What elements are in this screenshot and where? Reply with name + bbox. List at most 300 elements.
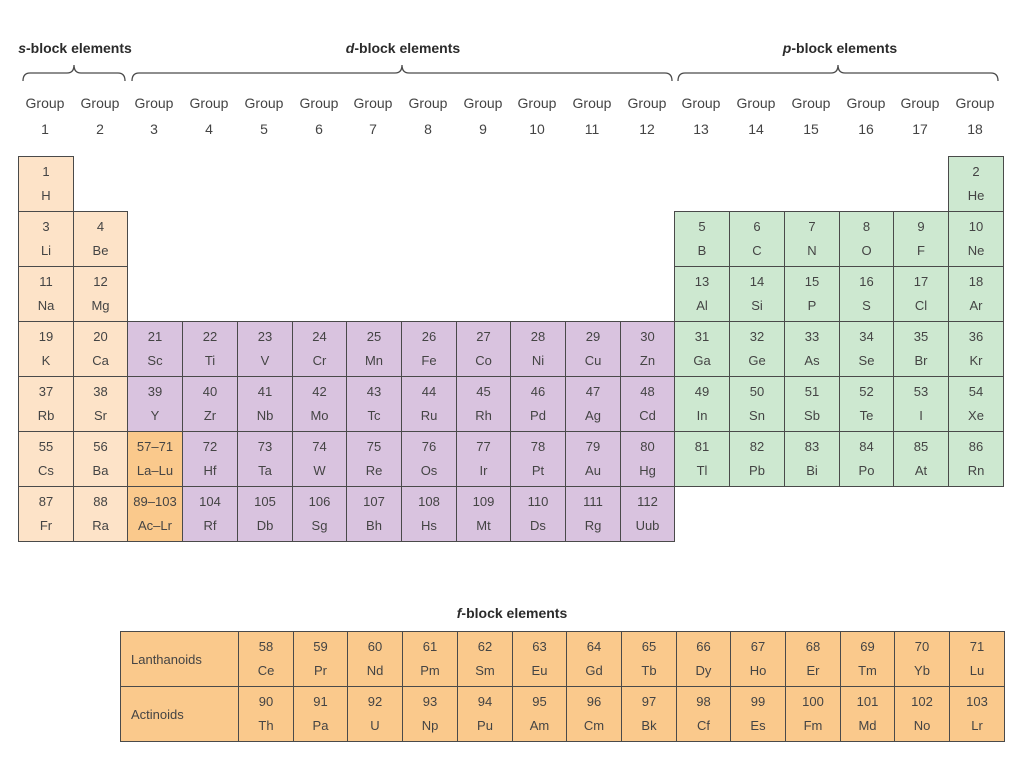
element-cell-hf: [182, 431, 238, 487]
element-cell-cf: [676, 686, 731, 742]
element-cell-te: [839, 376, 894, 432]
atomic-number: 61: [422, 639, 438, 654]
atomic-number: 54: [968, 384, 984, 399]
group-number: 1: [41, 121, 49, 137]
element-symbol: He: [967, 188, 985, 203]
element-symbol: Dy: [695, 663, 712, 678]
atomic-number: 77: [476, 439, 491, 454]
group-word: Group: [627, 95, 667, 111]
group-word: Group: [736, 95, 776, 111]
element-symbol: Th: [258, 718, 274, 733]
atomic-number: 90: [258, 694, 274, 709]
atomic-number: 23: [257, 329, 273, 344]
element-symbol: W: [313, 463, 326, 478]
element-cell-sm: [457, 631, 513, 687]
element-symbol: V: [260, 353, 270, 368]
atomic-number: 17: [913, 274, 929, 289]
atomic-number: 5: [698, 219, 706, 234]
group-word: Group: [25, 95, 65, 111]
element-symbol: Te: [859, 408, 874, 423]
element-cell-i: [893, 376, 949, 432]
element-cell-se: [839, 321, 894, 377]
atomic-number: 102: [911, 694, 933, 709]
element-cell-mg: [73, 266, 128, 322]
atomic-number: 101: [856, 694, 879, 709]
element-cell-gd: [566, 631, 622, 687]
atomic-number: 52: [859, 384, 874, 399]
s-block-brace: [22, 64, 126, 82]
element-symbol: Xe: [968, 408, 984, 423]
atomic-number: 49: [694, 384, 710, 399]
atomic-number: 2: [972, 164, 980, 179]
atomic-number: 99: [750, 694, 766, 709]
atomic-number: 69: [860, 639, 875, 654]
atomic-number: 76: [421, 439, 437, 454]
group-number: 17: [912, 121, 928, 137]
element-symbol: N: [807, 243, 817, 258]
element-symbol: Ce: [257, 663, 275, 678]
element-cell-np: [402, 686, 458, 742]
group-header-13: [674, 90, 728, 142]
group-word: Group: [299, 95, 339, 111]
element-symbol: Sg: [311, 518, 328, 533]
atomic-number: 38: [93, 384, 108, 399]
element-cell-ne: [948, 211, 1004, 267]
element-symbol: F: [917, 243, 925, 258]
atomic-number: 36: [968, 329, 984, 344]
group-word: Group: [846, 95, 886, 111]
element-symbol: Na: [37, 298, 55, 313]
atomic-number: 92: [367, 694, 383, 709]
group-header-10: [510, 90, 564, 142]
element-cell-b: [674, 211, 730, 267]
atomic-number: 33: [804, 329, 820, 344]
atomic-number: 111: [583, 494, 603, 509]
element-cell-mo: [292, 376, 347, 432]
group-word: Group: [681, 95, 721, 111]
element-cell-pr: [293, 631, 348, 687]
group-number: 11: [584, 121, 600, 137]
group-number: 13: [693, 121, 709, 137]
group-number: 2: [96, 121, 104, 137]
group-word: Group: [189, 95, 229, 111]
element-cell-dy: [676, 631, 731, 687]
element-symbol: Al: [696, 298, 708, 313]
atomic-number: 78: [530, 439, 546, 454]
group-number: 16: [858, 121, 874, 137]
group-header-2: [73, 90, 127, 142]
element-cell-rf: [182, 486, 238, 542]
element-symbol: Co: [475, 353, 492, 368]
element-symbol: Rh: [475, 408, 492, 423]
element-cell-nb: [237, 376, 293, 432]
element-symbol: Ga: [693, 353, 711, 368]
atomic-number: 32: [749, 329, 765, 344]
element-symbol: Se: [858, 353, 875, 368]
element-symbol: H: [41, 188, 51, 203]
element-symbol: Ho: [749, 663, 767, 678]
element-cell-n: [784, 211, 840, 267]
element-symbol: Os: [420, 463, 438, 478]
atomic-number: 42: [312, 384, 327, 399]
element-cell-at: [893, 431, 949, 487]
p-block-title: p-block elements: [782, 40, 898, 56]
atomic-number: 81: [694, 439, 710, 454]
atomic-number: 15: [804, 274, 820, 289]
element-cell-ni: [510, 321, 566, 377]
atomic-number: 12: [93, 274, 108, 289]
element-cell-zn: [620, 321, 675, 377]
d-block-brace: [131, 64, 673, 82]
atomic-number: 1: [42, 164, 50, 179]
atomic-number: 112: [637, 494, 658, 509]
group-header-6: [292, 90, 346, 142]
atomic-number: 64: [586, 639, 602, 654]
atomic-number: 24: [312, 329, 327, 344]
atomic-number: 40: [202, 384, 218, 399]
element-cell-hg: [620, 431, 675, 487]
element-cell-sn: [729, 376, 785, 432]
atomic-number: 19: [38, 329, 54, 344]
element-symbol: Po: [858, 463, 875, 478]
atomic-number: 75: [366, 439, 382, 454]
atomic-number: 14: [749, 274, 765, 289]
element-cell-ce: [238, 631, 294, 687]
element-cell-si: [729, 266, 785, 322]
atomic-number: 35: [913, 329, 929, 344]
element-cell-co: [456, 321, 511, 377]
atomic-number: 110: [527, 494, 549, 509]
group-word: Group: [517, 95, 557, 111]
atomic-number: 88: [93, 494, 108, 509]
element-symbol: Cd: [639, 408, 656, 423]
element-cell-fe: [401, 321, 457, 377]
element-cell-no: [894, 686, 950, 742]
element-cell-s: [839, 266, 894, 322]
element-symbol: Mg: [91, 298, 110, 313]
element-cell-ru: [401, 376, 457, 432]
element-cell-pu: [457, 686, 513, 742]
element-symbol: Db: [256, 518, 274, 533]
atomic-number: 94: [477, 694, 493, 709]
element-symbol: Cm: [583, 718, 605, 733]
atomic-number: 66: [696, 639, 711, 654]
element-cell-be: [73, 211, 128, 267]
atomic-number: 8: [862, 219, 871, 234]
atomic-number: 79: [585, 439, 601, 454]
element-symbol: Cs: [38, 463, 54, 478]
element-symbol: As: [804, 353, 820, 368]
element-symbol: Lu: [969, 663, 985, 678]
element-symbol: Bk: [641, 718, 657, 733]
element-symbol: Rn: [967, 463, 985, 478]
atomic-number: 80: [640, 439, 655, 454]
element-symbol: Re: [365, 463, 383, 478]
group-word: Group: [134, 95, 174, 111]
element-cell-c: [729, 211, 785, 267]
element-symbol: Tl: [696, 463, 708, 478]
atomic-number: 105: [254, 494, 276, 509]
element-cell-as: [784, 321, 840, 377]
atomic-number: 73: [257, 439, 273, 454]
element-cell-rn: [948, 431, 1004, 487]
element-symbol: Hs: [421, 518, 437, 533]
element-cell-fm: [785, 686, 841, 742]
atomic-number: 67: [750, 639, 766, 654]
group-number: 7: [369, 121, 377, 137]
element-symbol: C: [752, 243, 762, 258]
element-cell-mt: [456, 486, 511, 542]
atomic-number: 97: [641, 694, 657, 709]
element-cell-tc: [346, 376, 402, 432]
group-number: 12: [639, 121, 655, 137]
atomic-number: 45: [476, 384, 491, 399]
element-cell-tm: [840, 631, 895, 687]
atomic-number: 82: [749, 439, 765, 454]
element-cell-f: [893, 211, 949, 267]
series-label-actinoids: Actinoids: [120, 686, 239, 742]
element-cell-ge: [729, 321, 785, 377]
atomic-number: 31: [694, 329, 710, 344]
group-number: 8: [424, 121, 432, 137]
element-cell-nd: [347, 631, 403, 687]
element-cell-ac–lr: [127, 486, 183, 542]
atomic-number: 85: [913, 439, 929, 454]
group-number: 10: [529, 121, 545, 137]
atomic-number: 39: [147, 384, 163, 399]
element-symbol: Ac–Lr: [138, 518, 172, 533]
atomic-number: 70: [914, 639, 930, 654]
atomic-number: 91: [313, 694, 328, 709]
element-cell-ds: [510, 486, 566, 542]
atomic-number: 56: [93, 439, 108, 454]
element-symbol: Mn: [364, 353, 384, 368]
element-symbol: Br: [914, 353, 928, 368]
element-cell-er: [785, 631, 841, 687]
group-header-15: [784, 90, 838, 142]
atomic-number: 89–103: [133, 494, 177, 509]
atomic-number: 93: [422, 694, 438, 709]
series-label-lanthanoids: Lanthanoids: [120, 631, 239, 687]
atomic-number: 9: [917, 219, 925, 234]
element-symbol: Pb: [749, 463, 765, 478]
element-symbol: Pm: [420, 663, 440, 678]
atomic-number: 22: [202, 329, 218, 344]
element-cell-ba: [73, 431, 128, 487]
s-block-title: s-block elements: [18, 40, 132, 56]
element-cell-bh: [346, 486, 402, 542]
element-cell-ag: [565, 376, 621, 432]
element-symbol: P: [807, 298, 817, 313]
atomic-number: 30: [640, 329, 655, 344]
group-header-16: [839, 90, 893, 142]
element-symbol: Am: [529, 718, 550, 733]
element-cell-hs: [401, 486, 457, 542]
group-word: Group: [955, 95, 995, 111]
atomic-number: 87: [38, 494, 54, 509]
element-symbol: Fr: [39, 518, 53, 533]
atomic-number: 29: [585, 329, 601, 344]
element-symbol: Md: [858, 718, 877, 733]
element-cell-na: [18, 266, 74, 322]
element-symbol: Sn: [749, 408, 765, 423]
atomic-number: 108: [418, 494, 440, 509]
atomic-number: 46: [530, 384, 546, 399]
element-cell-k: [18, 321, 74, 377]
group-header-1: [18, 90, 72, 142]
element-cell-in: [674, 376, 730, 432]
element-symbol: Sb: [804, 408, 820, 423]
element-cell-pm: [402, 631, 458, 687]
atomic-number: 48: [640, 384, 655, 399]
group-header-11: [565, 90, 619, 142]
group-word: Group: [463, 95, 503, 111]
element-symbol: U: [370, 718, 380, 733]
element-cell-cr: [292, 321, 347, 377]
element-symbol: Li: [40, 243, 52, 258]
atomic-number: 16: [859, 274, 874, 289]
atomic-number: 86: [968, 439, 984, 454]
element-symbol: Pt: [531, 463, 545, 478]
element-symbol: Mo: [310, 408, 329, 423]
group-number: 18: [967, 121, 983, 137]
atomic-number: 60: [367, 639, 383, 654]
element-cell-ti: [182, 321, 238, 377]
atomic-number: 55: [38, 439, 54, 454]
element-cell-ar: [948, 266, 1004, 322]
element-symbol: Pd: [530, 408, 546, 423]
atomic-number: 100: [802, 694, 824, 709]
group-number: 14: [748, 121, 764, 137]
group-header-5: [237, 90, 291, 142]
element-cell-ca: [73, 321, 128, 377]
element-cell-o: [839, 211, 894, 267]
atomic-number: 72: [202, 439, 218, 454]
element-cell-pb: [729, 431, 785, 487]
element-cell-es: [730, 686, 786, 742]
atomic-number: 21: [147, 329, 163, 344]
element-symbol: Ra: [92, 518, 109, 533]
element-symbol: Ni: [531, 353, 545, 368]
element-symbol: Lr: [971, 718, 983, 733]
atomic-number: 18: [968, 274, 984, 289]
element-cell-md: [840, 686, 895, 742]
element-symbol: Uub: [635, 518, 660, 533]
group-word: Group: [791, 95, 831, 111]
group-number: 4: [205, 121, 213, 137]
element-cell-br: [893, 321, 949, 377]
element-cell-lu: [949, 631, 1005, 687]
element-symbol: Tb: [641, 663, 657, 678]
element-cell-bk: [621, 686, 677, 742]
group-header-7: [346, 90, 400, 142]
element-cell-pa: [293, 686, 348, 742]
element-symbol: Np: [421, 718, 439, 733]
group-word: Group: [353, 95, 393, 111]
atomic-number: 37: [38, 384, 54, 399]
element-symbol: Yb: [914, 663, 930, 678]
group-number: 5: [260, 121, 268, 137]
atomic-number: 28: [530, 329, 546, 344]
element-symbol: Cr: [312, 353, 327, 368]
element-symbol: Pu: [477, 718, 493, 733]
atomic-number: 41: [257, 384, 273, 399]
element-symbol: Ta: [258, 463, 272, 478]
element-symbol: Bh: [366, 518, 382, 533]
element-cell-cd: [620, 376, 675, 432]
element-symbol: No: [913, 718, 931, 733]
atomic-number: 6: [753, 219, 761, 234]
element-symbol: Si: [751, 298, 763, 313]
atomic-number: 51: [804, 384, 820, 399]
p-block-brace: [677, 64, 999, 82]
element-symbol: Cf: [697, 718, 710, 733]
group-word: Group: [900, 95, 940, 111]
element-symbol: Nd: [366, 663, 384, 678]
atomic-number: 11: [39, 274, 53, 289]
element-symbol: Ca: [92, 353, 109, 368]
group-word: Group: [408, 95, 448, 111]
element-cell-he: [948, 156, 1004, 212]
atomic-number: 103: [966, 694, 988, 709]
element-symbol: In: [696, 408, 708, 423]
element-symbol: Ba: [92, 463, 109, 478]
element-symbol: Rf: [203, 518, 217, 533]
atomic-number: 53: [913, 384, 929, 399]
element-symbol: Nb: [256, 408, 274, 423]
element-cell-h: [18, 156, 74, 212]
element-symbol: Sm: [475, 663, 495, 678]
element-cell-pd: [510, 376, 566, 432]
element-symbol: Ti: [204, 353, 216, 368]
element-cell-tl: [674, 431, 730, 487]
element-cell-db: [237, 486, 293, 542]
atomic-number: 63: [532, 639, 547, 654]
element-cell-am: [512, 686, 567, 742]
element-symbol: Pr: [314, 663, 327, 678]
atomic-number: 95: [532, 694, 547, 709]
element-symbol: Ag: [585, 408, 601, 423]
element-cell-sc: [127, 321, 183, 377]
element-symbol: Bi: [806, 463, 818, 478]
element-cell-ra: [73, 486, 128, 542]
element-cell-la–lu: [127, 431, 183, 487]
group-word: Group: [572, 95, 612, 111]
element-cell-sg: [292, 486, 347, 542]
element-cell-tb: [621, 631, 677, 687]
element-symbol: S: [862, 298, 871, 313]
atomic-number: 106: [308, 494, 331, 509]
element-symbol: Zn: [639, 353, 656, 368]
element-cell-mn: [346, 321, 402, 377]
element-symbol: Be: [92, 243, 109, 258]
element-cell-ho: [730, 631, 786, 687]
group-header-9: [456, 90, 510, 142]
element-symbol: Mt: [476, 518, 491, 533]
element-cell-ir: [456, 431, 511, 487]
atomic-number: 20: [93, 329, 108, 344]
element-cell-al: [674, 266, 730, 322]
atomic-number: 57–71: [136, 439, 174, 454]
element-cell-fr: [18, 486, 74, 542]
element-symbol: Zr: [203, 408, 217, 423]
f-block-title: f-block elements: [456, 605, 568, 621]
element-symbol: Fe: [421, 353, 437, 368]
element-cell-yb: [894, 631, 950, 687]
atomic-number: 47: [585, 384, 601, 399]
group-header-8: [401, 90, 455, 142]
element-symbol: I: [919, 408, 923, 423]
